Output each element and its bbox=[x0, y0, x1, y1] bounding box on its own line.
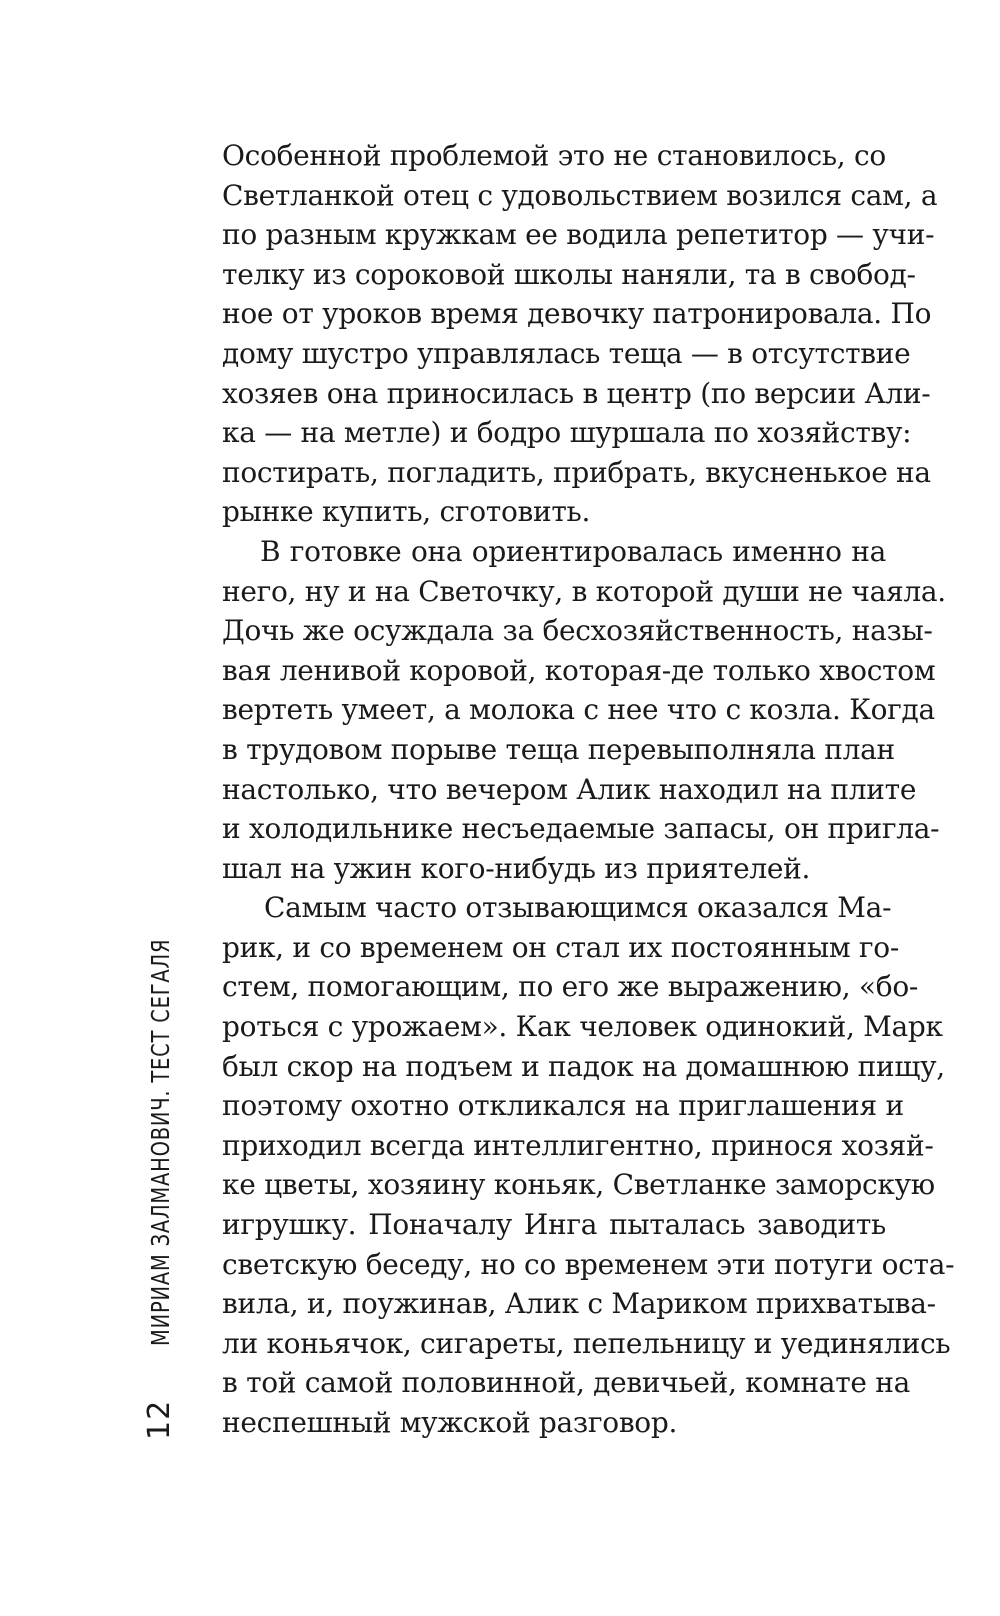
running-title: МИРИАМ ЗАЛМАНОВИЧ. ТЕСТ СЕГАЛЯ bbox=[146, 938, 175, 1346]
text-line: в трудовом порыве теща перевыполняла план bbox=[222, 732, 895, 766]
page-number: 12 bbox=[142, 1399, 177, 1440]
text-line-indented: В готовке она ориентировалась именно на bbox=[260, 534, 886, 568]
text-line: Дочь же осуждала за бесхозяйственность, назы- bbox=[222, 614, 933, 648]
text-line: игрушку. Поначалу Инга пыталась заводить bbox=[222, 1208, 886, 1242]
text-line: Особенной проблемой это не становилось, со bbox=[222, 139, 886, 172]
text-line: рик, и со временем он стал их постоянным го- bbox=[222, 930, 900, 964]
text-line: хозяев она приносилась в центр (по версии Али- bbox=[222, 376, 931, 410]
text-line: дому шустро управлялась теща — в отсутствие bbox=[222, 336, 911, 370]
text-line: телку из сороковой школы наняли, та в свобод- bbox=[222, 257, 916, 291]
text-line: поэтому охотно откликался на приглашения и bbox=[222, 1089, 904, 1123]
text-line: в той самой половинной, девичьей, комнате на bbox=[222, 1366, 911, 1400]
text-line: Светланкой отец с удовольствием возился сам, а bbox=[222, 178, 938, 212]
text-line: и холодильнике несъедаемые запасы, он пригла- bbox=[222, 812, 940, 846]
text-line: по разным кружкам ее водила репетитор — учи- bbox=[222, 218, 935, 252]
running-head bbox=[142, 824, 177, 1440]
text-line: ка — на метле) и бодро шуршала по хозяйству: bbox=[222, 416, 912, 450]
text-line: рынке купить, сготовить. bbox=[222, 495, 591, 529]
text-line: настолько, что вечером Алик находил на плите bbox=[222, 772, 917, 806]
text-line: постирать, погладить, прибрать, вкусненькое на bbox=[222, 455, 931, 489]
text-line: него, ну и на Светочку, в которой души не чаяла. bbox=[222, 574, 946, 608]
text-line: вила, и, поужинав, Алик с Мариком прихватыва- bbox=[222, 1287, 936, 1321]
body-text bbox=[222, 136, 955, 1443]
text-line-indented: Самым часто отзывающимся оказался Ма- bbox=[264, 891, 892, 925]
text-line: неспешный мужской разговор. bbox=[222, 1406, 678, 1439]
text-line: роться с урожаем». Как человек одинокий, Марк bbox=[222, 1010, 943, 1044]
text-line: стем, помогающим, по его же выражению, «бо- bbox=[222, 970, 919, 1004]
text-line: ке цветы, хозяину коньяк, Светланке заморскую bbox=[222, 1168, 935, 1202]
text-line: шал на ужин кого-нибудь из приятелей. bbox=[222, 851, 811, 885]
text-line: приходил всегда интеллигентно, принося хозяй- bbox=[222, 1128, 934, 1162]
text-line: ли коньячок, сигареты, пепельницу и уединялись bbox=[222, 1326, 951, 1360]
text-line: светскую беседу, но со временем эти потуги оста- bbox=[222, 1247, 955, 1281]
text-line: был скор на подъем и падок на домашнюю пищу, bbox=[222, 1049, 945, 1083]
text-line: вертеть умеет, а молока с нее что с козла. Когда bbox=[222, 693, 935, 727]
text-line: ное от уроков время девочку патронировала. По bbox=[222, 297, 932, 331]
text-line: вая ленивой коровой, которая-де только хвостом bbox=[222, 653, 936, 687]
